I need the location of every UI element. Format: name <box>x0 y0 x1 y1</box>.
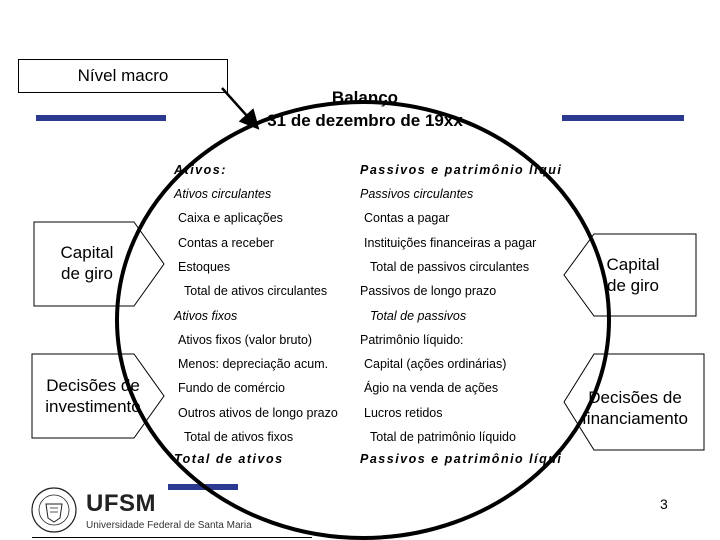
balance-date: 31 de dezembro de 19xx <box>267 111 463 130</box>
ufsm-logo-subtitle: Universidade Federal de Santa Maria <box>86 520 252 531</box>
assets-row: Total de ativos fixos <box>184 430 294 444</box>
right-working-capital-line1: Capital <box>606 255 660 274</box>
liabilities-row: Passivos de longo prazo <box>360 284 497 299</box>
ufsm-logo-name: UFSM <box>86 490 156 517</box>
assets-row: Ativos fixos (valor bruto) <box>178 332 313 347</box>
assets-row: Contas a receber <box>178 235 274 250</box>
liabilities-row: Contas a pagar <box>364 211 450 226</box>
left-working-capital-line1: Capital <box>60 243 114 262</box>
liabilities-total: Passivos e patrimônio líqui <box>360 452 563 467</box>
assets-row: Total de ativos circulantes <box>184 284 328 299</box>
right-financing-line2: financiamento <box>582 409 688 428</box>
left-investment-line2: investimento <box>45 397 141 416</box>
right-financing-line1: Decisões de <box>588 388 682 407</box>
liabilities-row: Patrimônio líquido: <box>360 332 464 347</box>
ufsm-logo <box>30 484 310 536</box>
liabilities-row: Total de passivos circulantes <box>370 259 530 274</box>
right-working-capital-line2: de giro <box>607 276 659 295</box>
liabilities-row: Passivos circulantes <box>360 187 474 201</box>
page-number: 3 <box>660 496 668 512</box>
ufsm-seal-icon <box>30 486 78 534</box>
liabilities-row: Lucros retidos <box>364 405 443 420</box>
macro-level-label: Nível macro <box>77 66 169 85</box>
left-working-capital-line2: de giro <box>61 264 113 283</box>
liabilities-row: Ágio na venda de ações <box>364 381 499 396</box>
footer-rule <box>32 537 312 538</box>
assets-row: Ativos fixos <box>174 308 238 323</box>
liabilities-header: Passivos e patrimônio líqui <box>360 163 563 177</box>
assets-total: Total de ativos <box>174 452 284 467</box>
left-investment-line1: Decisões de <box>46 376 140 395</box>
assets-row: Caixa e aplicações <box>178 211 283 226</box>
assets-header: Ativos: <box>174 163 227 177</box>
balance-title: Balanço <box>331 88 399 107</box>
scope-ellipse <box>117 102 609 538</box>
assets-row: Outros ativos de longo prazo <box>178 405 338 420</box>
liabilities-row: Total de patrimônio líquido <box>370 430 516 444</box>
assets-row: Ativos circulantes <box>174 187 272 201</box>
assets-row: Fundo de comércio <box>178 381 286 396</box>
assets-row: Estoques <box>178 259 231 274</box>
macro-arrow <box>222 88 256 126</box>
liabilities-row: Total de passivos <box>370 308 467 323</box>
liabilities-row: Capital (ações ordinárias) <box>364 357 507 372</box>
assets-row: Menos: depreciação acum. <box>178 357 329 372</box>
liabilities-row: Instituições financeiras a pagar <box>364 235 537 250</box>
